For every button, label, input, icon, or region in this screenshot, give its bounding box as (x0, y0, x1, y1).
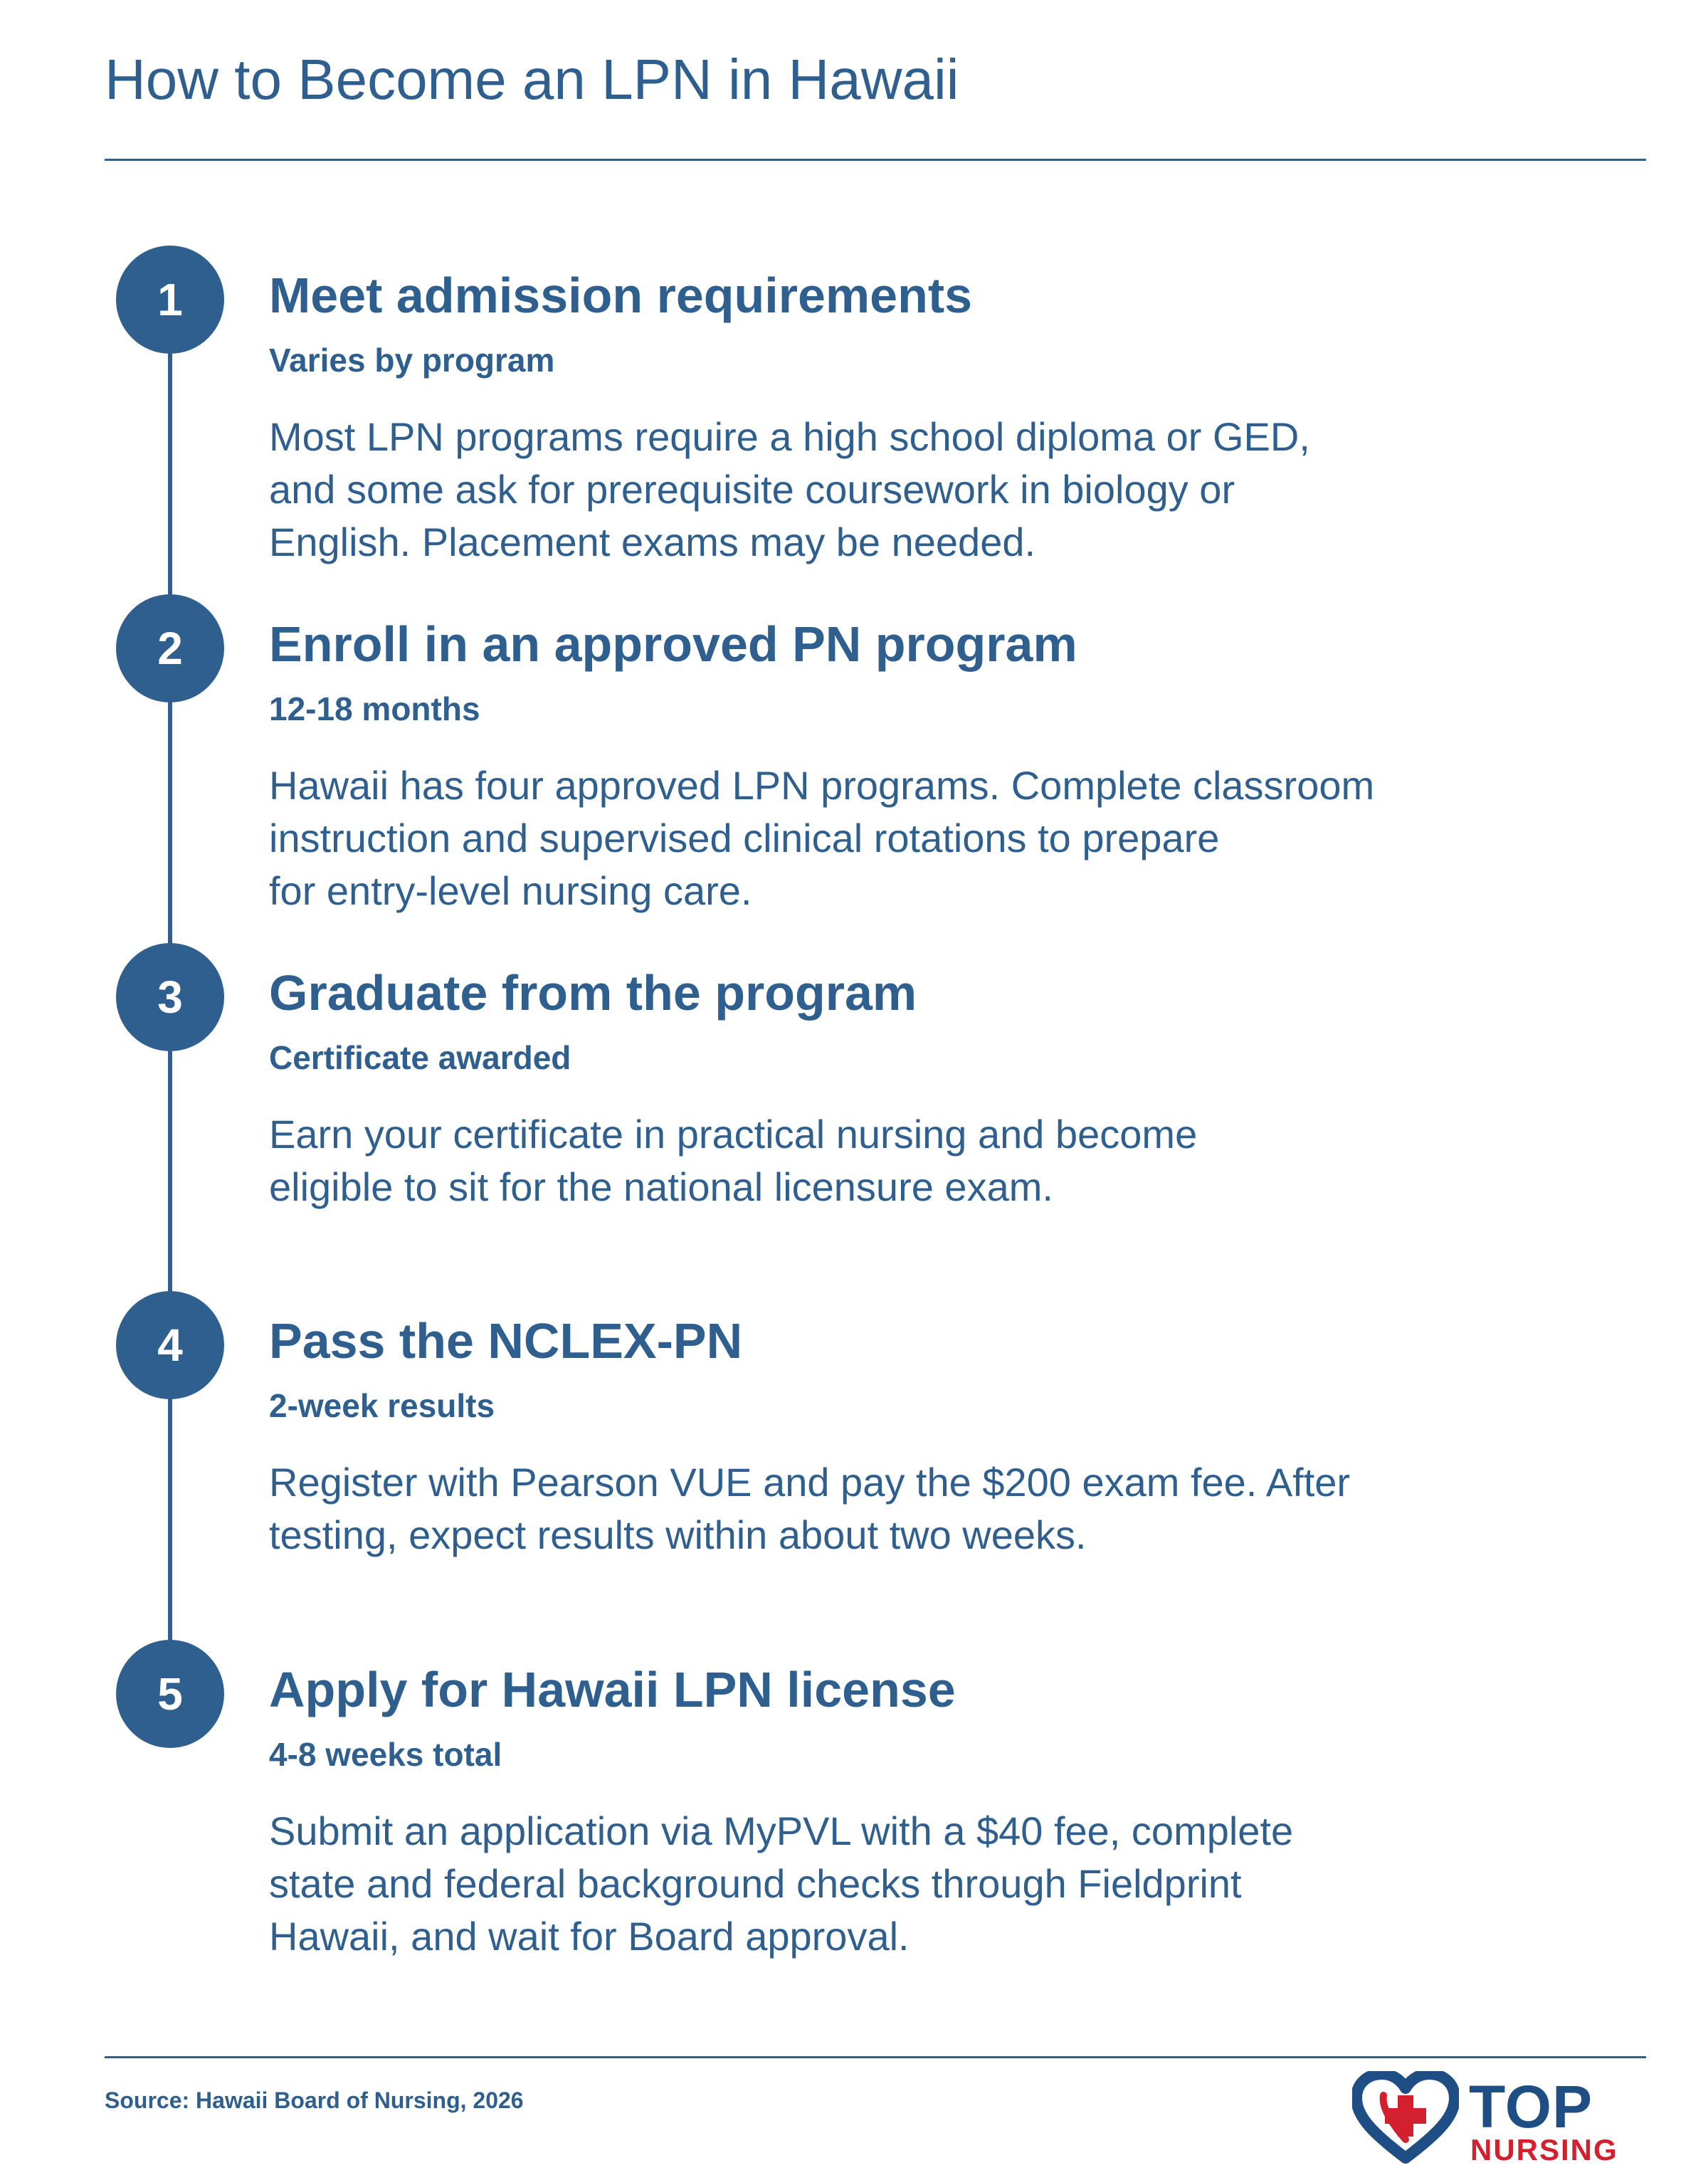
step-title: Apply for Hawaii LPN license (269, 1662, 956, 1717)
step-title: Meet admission requirements (269, 268, 973, 323)
heart-cross-icon (1352, 2071, 1459, 2164)
step-description (269, 1108, 1197, 1213)
step-description-line: eligible to sit for the national licensure exam. (269, 1164, 1053, 1209)
step-description (269, 1805, 1293, 1963)
step-title: Graduate from the program (269, 965, 917, 1021)
step-description-line: Submit an application via MyPVL with a $40 fee, complete (269, 1808, 1294, 1853)
step-duration: 2-week results (269, 1387, 495, 1424)
step-duration: Certificate awarded (269, 1039, 571, 1076)
step-description-line: Hawaii has four approved LPN programs. Complete classroom (269, 763, 1375, 808)
step-description-line: Register with Pearson VUE and pay the $200 exam fee. After (269, 1460, 1351, 1505)
step-number-badge: 5 (116, 1640, 224, 1748)
source-note: Source: Hawaii Board of Nursing, 2026 (105, 2087, 524, 2113)
footer-divider (105, 2056, 1646, 2058)
step-description-line: for entry-level nursing care. (269, 868, 752, 913)
logo-wordmark-top: TOP (1469, 2073, 1593, 2140)
step-number-badge: 3 (116, 943, 224, 1051)
step-description-line: Earn your certificate in practical nursing and become (269, 1112, 1198, 1157)
step-description (269, 1456, 1350, 1562)
logo-wordmark-bottom: NURSING (1470, 2133, 1618, 2166)
step-number-badge: 1 (116, 246, 224, 354)
step-description-line: testing, expect results within about two weeks. (269, 1512, 1087, 1557)
step-duration: 4-8 weeks total (269, 1736, 502, 1773)
step-description (269, 759, 1374, 917)
step-duration: Varies by program (269, 342, 555, 379)
page-title: How to Become an LPN in Hawaii (105, 48, 959, 111)
header-divider (105, 159, 1646, 161)
step-title: Pass the NCLEX-PN (269, 1313, 743, 1369)
step-description-line: and some ask for prerequisite coursework in biology or (269, 467, 1235, 512)
step-description (269, 411, 1310, 569)
step-number-badge: 2 (116, 594, 224, 702)
step-description-line: English. Placement exams may be needed. (269, 520, 1036, 564)
step-number-badge: 4 (116, 1291, 224, 1399)
step-description-line: state and federal background checks through Fieldprint (269, 1861, 1242, 1906)
step-description-line: Most LPN programs require a high school diploma or GED, (269, 414, 1310, 459)
top-nursing-logo (1352, 2071, 1651, 2164)
step-description-line: instruction and supervised clinical rotations to prepare (269, 816, 1220, 860)
step-duration: 12-18 months (269, 690, 480, 727)
step-description-line: Hawaii, and wait for Board approval. (269, 1914, 910, 1959)
step-title: Enroll in an approved PN program (269, 616, 1077, 672)
